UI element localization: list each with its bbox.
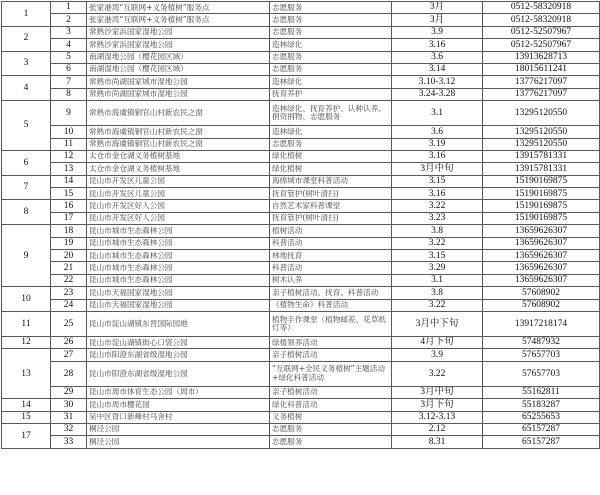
serial-number-cell: 21 (51, 262, 87, 274)
serial-number-cell: 16 (51, 200, 87, 212)
serial-number-cell: 5 (51, 51, 87, 63)
phone-cell: 13295120550 (483, 126, 600, 138)
serial-number-cell: 2 (51, 14, 87, 26)
phone-cell: 0512-52507967 (483, 26, 600, 38)
site-name-cell: 昆山市城市生态森林公园 (87, 225, 270, 237)
table-row (2, 287, 600, 299)
time-cell: 3.16 (392, 39, 483, 51)
activity-cell: 植物手作课堂（植物邮差、花草纸灯等） (270, 311, 392, 336)
serial-number-cell: 29 (51, 386, 87, 398)
serial-number-cell: 32 (51, 423, 87, 435)
time-cell: 3.22 (392, 361, 483, 386)
serial-number-cell: 25 (51, 311, 87, 336)
serial-number-cell: 23 (51, 287, 87, 299)
table-row (2, 311, 600, 336)
table-row (2, 51, 600, 63)
phone-cell: 65255653 (483, 411, 600, 423)
activity-cell: “互联网+全民义务植树”主题活动+绿化科普活动 (270, 361, 392, 386)
group-number-cell: 9 (2, 225, 51, 287)
site-name-cell: 昆山市阳澄东湖省级湿地公园 (87, 349, 270, 361)
site-name-cell: 吴中区胥口新峰村马舍村 (87, 411, 270, 423)
phone-cell: 57657703 (483, 349, 600, 361)
activity-cell: 造林绿化 (270, 39, 392, 51)
serial-number-cell: 30 (51, 399, 87, 411)
phone-cell: 13659626307 (483, 274, 600, 286)
time-cell: 3.16 (392, 150, 483, 162)
table-row (2, 262, 600, 274)
site-name-cell: 常熟沙家浜国家湿地公园 (87, 26, 270, 38)
site-name-cell: 昆山市城市生态森林公园 (87, 237, 270, 249)
table-row (2, 138, 600, 150)
time-cell: 3.22 (392, 299, 483, 311)
table-row (2, 423, 600, 435)
serial-number-cell: 31 (51, 411, 87, 423)
table-row (2, 14, 600, 26)
site-name-cell: 常熟市尚湖国家城市湿地公园 (87, 76, 270, 88)
table-row (2, 150, 600, 162)
phone-cell: 65157287 (483, 436, 600, 448)
phone-cell: 57608902 (483, 299, 600, 311)
phone-cell: 57487932 (483, 336, 600, 348)
group-number-cell: 2 (2, 26, 51, 51)
time-cell: 3.6 (392, 51, 483, 63)
time-cell: 4月下旬 (392, 336, 483, 348)
table-row (2, 200, 600, 212)
time-cell: 3.9 (392, 349, 483, 361)
serial-number-cell: 33 (51, 436, 87, 448)
serial-number-cell: 26 (51, 336, 87, 348)
site-name-cell: 常熟市海虞镇铜官山村新农民之窗 (87, 101, 270, 126)
activity-cell: 自然艺术家科普课堂 (270, 200, 392, 212)
site-name-cell: 桐泾公园 (87, 423, 270, 435)
site-name-cell: 昆山市周市体育生态公园（周市） (87, 386, 270, 398)
time-cell: 3月 (392, 2, 483, 14)
time-cell: 3月中旬 (392, 386, 483, 398)
phone-cell: 13915781331 (483, 150, 600, 162)
time-cell: 3.22 (392, 237, 483, 249)
serial-number-cell: 6 (51, 63, 87, 75)
group-number-cell: 8 (2, 200, 51, 225)
activity-cell: 科普活动 (270, 262, 392, 274)
time-cell: 3月中旬 (392, 163, 483, 175)
group-number-cell: 6 (2, 150, 51, 175)
phone-cell: 15190169875 (483, 200, 600, 212)
serial-number-cell: 4 (51, 39, 87, 51)
phone-cell: 57657703 (483, 361, 600, 386)
serial-number-cell: 24 (51, 299, 87, 311)
phone-cell: 13776217097 (483, 88, 600, 100)
site-name-cell: 昆山市城市生态森林公园 (87, 250, 270, 262)
activity-cell: 志愿服务 (270, 423, 392, 435)
group-number-cell: 12 (2, 336, 51, 348)
activity-cell: 绿化植树 (270, 163, 392, 175)
time-cell: 3.1 (392, 101, 483, 126)
time-cell: 3月下旬 (392, 399, 483, 411)
time-cell: 3.1 (392, 274, 483, 286)
serial-number-cell: 17 (51, 212, 87, 224)
time-cell: 3.10-3.12 (392, 76, 483, 88)
time-cell: 3.8 (392, 225, 483, 237)
site-name-cell: 张家港湾“互联网+义务植树”服务点 (87, 2, 270, 14)
serial-number-cell: 1 (51, 2, 87, 14)
table-row (2, 274, 600, 286)
time-cell: 3.15 (392, 175, 483, 187)
activity-cell: 义务植树 (270, 411, 392, 423)
activity-cell: 志愿服务 (270, 51, 392, 63)
table-row (2, 26, 600, 38)
group-number-cell: 17 (2, 423, 51, 448)
time-cell: 8.31 (392, 436, 483, 448)
site-name-cell: 昆山市开发区儿童公园 (87, 188, 270, 200)
serial-number-cell: 15 (51, 188, 87, 200)
group-number-cell: 10 (2, 287, 51, 312)
site-name-cell: 昆山市天福国家湿地公园 (87, 299, 270, 311)
site-name-cell: 昆山市淀山湖镇街心口袋公园 (87, 336, 270, 348)
table-row (2, 399, 600, 411)
activity-cell: 志愿服务 (270, 63, 392, 75)
activity-cell: 抚育管护(树叶清扫) (270, 188, 392, 200)
table-row (2, 88, 600, 100)
time-cell: 3.9 (392, 26, 483, 38)
serial-number-cell: 9 (51, 101, 87, 126)
serial-number-cell: 22 (51, 274, 87, 286)
phone-cell: 18015611241 (483, 63, 600, 75)
serial-number-cell: 12 (51, 150, 87, 162)
site-name-cell: 常熟市海虞镇铜官山村新农民之窗 (87, 126, 270, 138)
site-name-cell: 昆山市城市生态森林公园 (87, 262, 270, 274)
time-cell: 2.12 (392, 423, 483, 435)
site-name-cell: 昆山市淀山湖镇东晋国际园地 (87, 311, 270, 336)
table-row (2, 101, 600, 126)
site-name-cell: 南湖湿地公园（樱花园区域） (87, 51, 270, 63)
site-name-cell: 太仓市金仓湖义务植树基地 (87, 163, 270, 175)
time-cell: 3.15 (392, 250, 483, 262)
time-cell: 3.14 (392, 63, 483, 75)
activity-schedule-table (1, 1, 600, 449)
activity-cell: 林地抚育 (270, 250, 392, 262)
activity-cell: 造林绿化、抚育养护、认种认养、捐资捐物、志愿服务 (270, 101, 392, 126)
site-name-cell: 常熟市尚湖国家城市湿地公园 (87, 88, 270, 100)
time-cell: 3.19 (392, 138, 483, 150)
activity-cell: 志愿服务 (270, 436, 392, 448)
table-row (2, 250, 600, 262)
activity-cell: 《植物生命》科普活动 (270, 299, 392, 311)
serial-number-cell: 28 (51, 361, 87, 386)
time-cell: 3.22 (392, 200, 483, 212)
table-row (2, 349, 600, 361)
site-name-cell: 昆山市开发区儿童公园 (87, 175, 270, 187)
time-cell: 3.8 (392, 287, 483, 299)
table-row (2, 436, 600, 448)
table-row (2, 76, 600, 88)
time-cell: 3.24-3.28 (392, 88, 483, 100)
group-number-cell: 15 (2, 411, 51, 423)
activity-cell: 造林绿化 (270, 76, 392, 88)
phone-cell: 13659626307 (483, 250, 600, 262)
phone-cell: 13776217097 (483, 76, 600, 88)
activity-cell: 亲子植树活动 (270, 386, 392, 398)
activity-cell: 绿化植树 (270, 150, 392, 162)
activity-cell: 亲子植树活动 (270, 349, 392, 361)
activity-cell: 志愿服务 (270, 138, 392, 150)
serial-number-cell: 7 (51, 76, 87, 88)
activity-cell: 志愿服务 (270, 26, 392, 38)
table-row (2, 163, 600, 175)
phone-cell: 0512-52507967 (483, 39, 600, 51)
site-name-cell: 桐泾公园 (87, 436, 270, 448)
serial-number-cell: 8 (51, 88, 87, 100)
activity-cell: 绿植领养活动 (270, 336, 392, 348)
time-cell: 3月 (392, 14, 483, 26)
activity-cell: 抚育管护(树叶清扫) (270, 212, 392, 224)
serial-number-cell: 27 (51, 349, 87, 361)
phone-cell: 13915781331 (483, 163, 600, 175)
phone-cell: 13659626307 (483, 237, 600, 249)
table-row (2, 225, 600, 237)
table-row (2, 212, 600, 224)
serial-number-cell: 13 (51, 163, 87, 175)
table-row (2, 336, 600, 348)
table-row (2, 126, 600, 138)
phone-cell: 55183287 (483, 399, 600, 411)
site-name-cell: 昆山市天福国家湿地公园 (87, 287, 270, 299)
site-name-cell: 常熟沙家浜国家湿地公园 (87, 39, 270, 51)
group-number-cell: 13 (2, 349, 51, 399)
site-name-cell: 昆山市周市樱花园 (87, 399, 270, 411)
phone-cell: 13659626307 (483, 225, 600, 237)
phone-cell: 15190169875 (483, 188, 600, 200)
phone-cell: 15190169875 (483, 175, 600, 187)
activity-cell: 海绵城市课堂科普活动 (270, 175, 392, 187)
activity-cell: 亲子植树活动、抚育、科普活动 (270, 287, 392, 299)
table-row (2, 188, 600, 200)
activity-cell: 绿化科普活动 (270, 399, 392, 411)
serial-number-cell: 10 (51, 126, 87, 138)
serial-number-cell: 18 (51, 225, 87, 237)
table-row (2, 63, 600, 75)
activity-cell: 抚育养护 (270, 88, 392, 100)
phone-cell: 13295120550 (483, 138, 600, 150)
group-number-cell: 5 (2, 101, 51, 151)
serial-number-cell: 19 (51, 237, 87, 249)
site-name-cell: 张家港湾“互联网+义务植树”服务点 (87, 14, 270, 26)
activity-cell: 树木认养 (270, 274, 392, 286)
table-row (2, 237, 600, 249)
phone-cell: 15190169875 (483, 212, 600, 224)
site-name-cell: 南湖湿地公园（樱花园区域） (87, 63, 270, 75)
time-cell: 3.29 (392, 262, 483, 274)
table-row (2, 2, 600, 14)
site-name-cell: 昆山市开发区好人公园 (87, 200, 270, 212)
serial-number-cell: 3 (51, 26, 87, 38)
activity-cell: 科普活动 (270, 237, 392, 249)
activity-cell: 志愿服务 (270, 14, 392, 26)
group-number-cell: 1 (2, 2, 51, 27)
phone-cell: 57608902 (483, 287, 600, 299)
serial-number-cell: 20 (51, 250, 87, 262)
activity-cell: 志愿服务 (270, 2, 392, 14)
group-number-cell: 14 (2, 399, 51, 411)
table-row (2, 175, 600, 187)
group-number-cell: 7 (2, 175, 51, 200)
site-name-cell: 昆山市城市生态森林公园 (87, 274, 270, 286)
table-row (2, 386, 600, 398)
site-name-cell: 昆山市开发区好人公园 (87, 212, 270, 224)
group-number-cell: 4 (2, 76, 51, 101)
table-body (2, 2, 600, 449)
site-name-cell: 常熟市海虞镇铜官山村新农民之窗 (87, 138, 270, 150)
table-row (2, 411, 600, 423)
phone-cell: 13913628713 (483, 51, 600, 63)
phone-cell: 0512-58320918 (483, 14, 600, 26)
table-row (2, 39, 600, 51)
serial-number-cell: 11 (51, 138, 87, 150)
serial-number-cell: 14 (51, 175, 87, 187)
time-cell: 3.6 (392, 126, 483, 138)
time-cell: 3.16 (392, 188, 483, 200)
group-number-cell: 3 (2, 51, 51, 76)
time-cell: 3月中下旬 (392, 311, 483, 336)
phone-cell: 55162811 (483, 386, 600, 398)
phone-cell: 0512-58320918 (483, 2, 600, 14)
phone-cell: 13917218174 (483, 311, 600, 336)
site-name-cell: 太仓市金仓湖义务植树基地 (87, 150, 270, 162)
site-name-cell: 昆山市阳澄东湖省级湿地公园 (87, 361, 270, 386)
time-cell: 3.12-3.13 (392, 411, 483, 423)
table-row (2, 299, 600, 311)
time-cell: 3.23 (392, 212, 483, 224)
group-number-cell: 11 (2, 311, 51, 336)
phone-cell: 13295120550 (483, 101, 600, 126)
phone-cell: 13659626307 (483, 262, 600, 274)
activity-cell: 造林绿化 (270, 126, 392, 138)
activity-cell: 植树活动 (270, 225, 392, 237)
phone-cell: 65157287 (483, 423, 600, 435)
table-row (2, 361, 600, 386)
